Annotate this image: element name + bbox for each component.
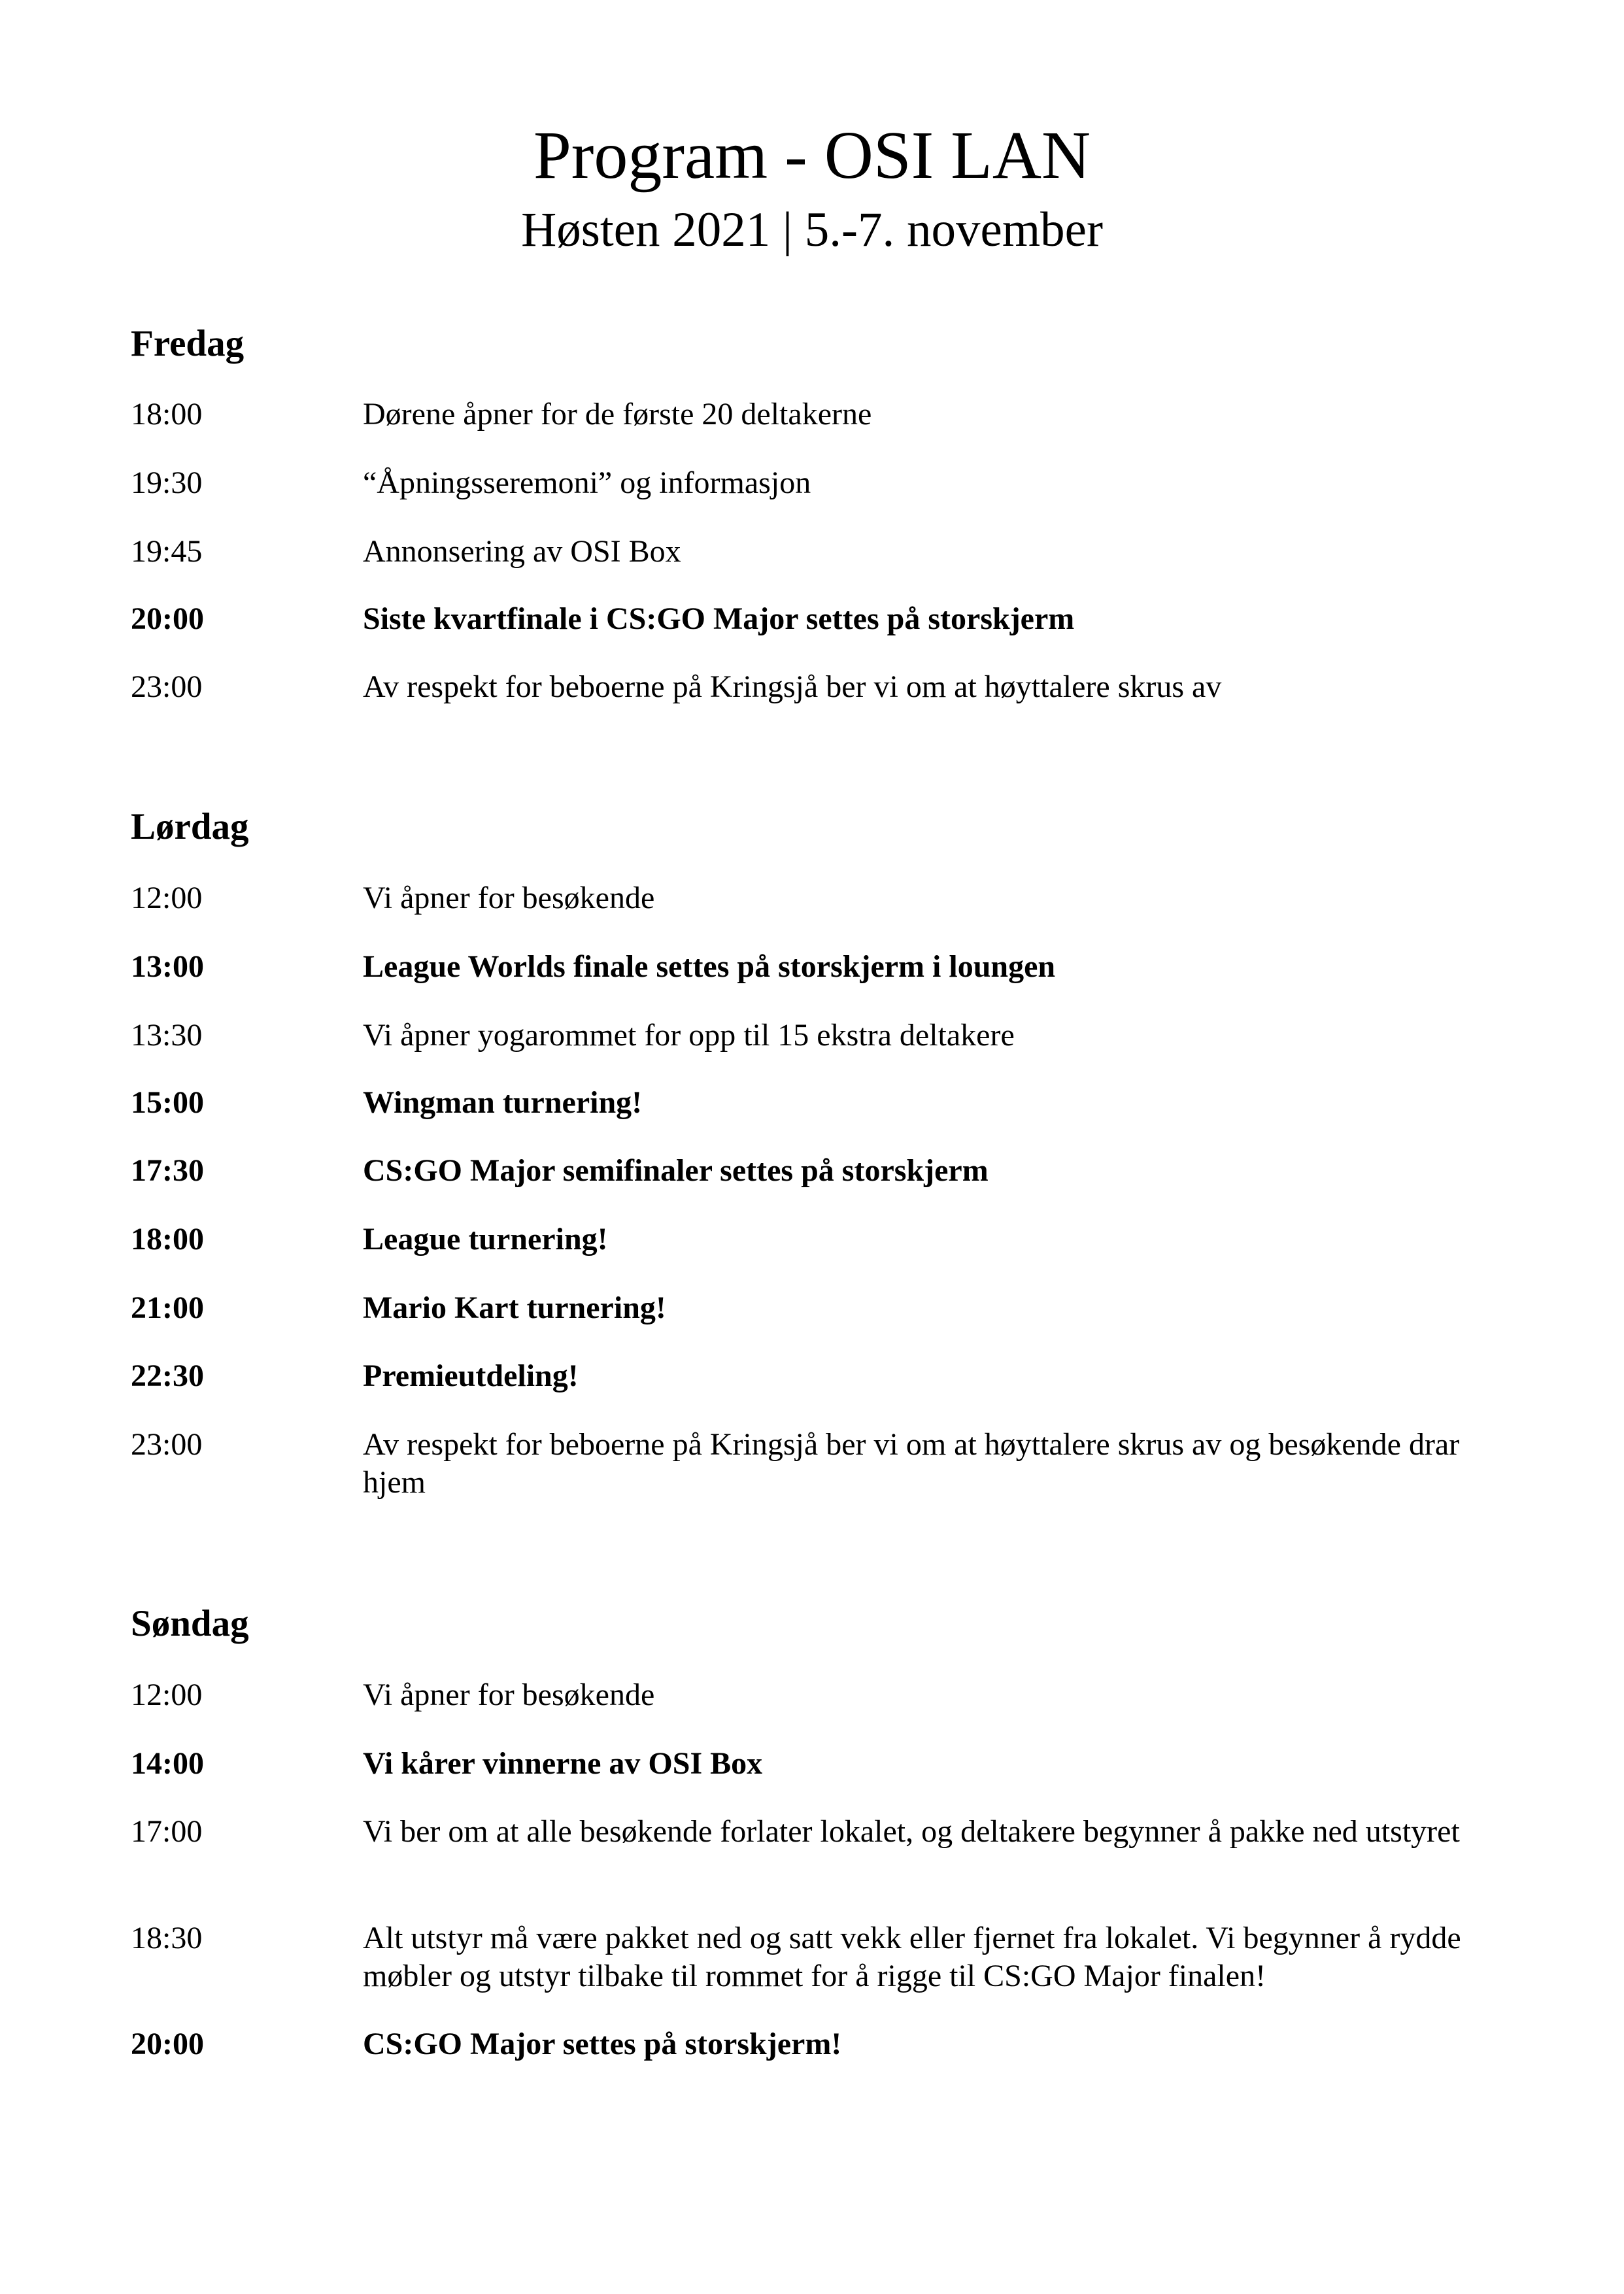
event-text: Vi kårer vinnerne av OSI Box (363, 1746, 763, 1781)
event-text: Av respekt for beboerne på Kringsjå ber vi om at høyttalere skrus av og besøkende drar hjem (363, 1427, 1460, 1500)
event-text: Siste kvartfinale i CS:GO Major settes på storskjerm (363, 601, 1075, 636)
page-subtitle: Høsten 2021 | 5.-7. november (521, 203, 1103, 257)
event-time: 12:00 (131, 1678, 203, 1712)
event-time: 18:00 (131, 1222, 204, 1257)
event-text: Mario Kart turnering! (363, 1290, 666, 1325)
event-text: CS:GO Major semifinaler settes på storskjerm (363, 1153, 989, 1188)
event-time: 20:00 (131, 601, 204, 636)
event-text: “Åpningsseremoni” og informasjon (363, 465, 811, 500)
event-text: Vi ber om at alle besøkende forlater lokalet, og deltakere begynner å pakke ned utstyret (363, 1814, 1460, 1849)
event-text: Av respekt for beboerne på Kringsjå ber vi om at høyttalere skrus av (363, 669, 1222, 704)
event-time: 14:00 (131, 1746, 204, 1781)
event-text: Alt utstyr må være pakket ned og satt vekk eller fjernet fra lokalet. Vi begynner å rydde møbler og utstyr tilbake til rommet for å rigge til CS:GO Major finalen! (363, 1921, 1461, 1993)
event-text: League turnering! (363, 1222, 608, 1257)
day-heading-lordag: Lørdag (131, 806, 249, 847)
event-time: 13:30 (131, 1018, 203, 1053)
day-heading-fredag: Fredag (131, 323, 245, 364)
event-time: 19:45 (131, 534, 203, 569)
event-text: Premieutdeling! (363, 1358, 579, 1393)
event-text: League Worlds finale settes på storskjerm i loungen (363, 949, 1056, 984)
event-text: Vi åpner for besøkende (363, 1678, 655, 1712)
event-text: Vi åpner for besøkende (363, 881, 655, 915)
event-time: 15:00 (131, 1085, 204, 1120)
event-time: 17:00 (131, 1814, 203, 1849)
event-time: 20:00 (131, 2027, 204, 2061)
event-time: 23:00 (131, 669, 203, 704)
page-title: Program - OSI LAN (533, 118, 1091, 193)
event-text: CS:GO Major settes på storskjerm! (363, 2027, 842, 2061)
event-time: 18:00 (131, 397, 203, 431)
event-time: 18:30 (131, 1921, 203, 1955)
event-text: Annonsering av OSI Box (363, 534, 681, 569)
event-time: 17:30 (131, 1153, 204, 1188)
event-text: Wingman turnering! (363, 1085, 643, 1120)
event-time: 19:30 (131, 465, 203, 500)
event-time: 22:30 (131, 1358, 204, 1393)
event-text: Dørene åpner for de første 20 deltakerne (363, 397, 872, 431)
event-time: 23:00 (131, 1427, 203, 1462)
day-heading-sondag: Søndag (131, 1603, 249, 1644)
event-time: 21:00 (131, 1290, 204, 1325)
event-time: 12:00 (131, 881, 203, 915)
event-text: Vi åpner yogarommet for opp til 15 ekstra deltakere (363, 1018, 1015, 1053)
event-time: 13:00 (131, 949, 204, 984)
